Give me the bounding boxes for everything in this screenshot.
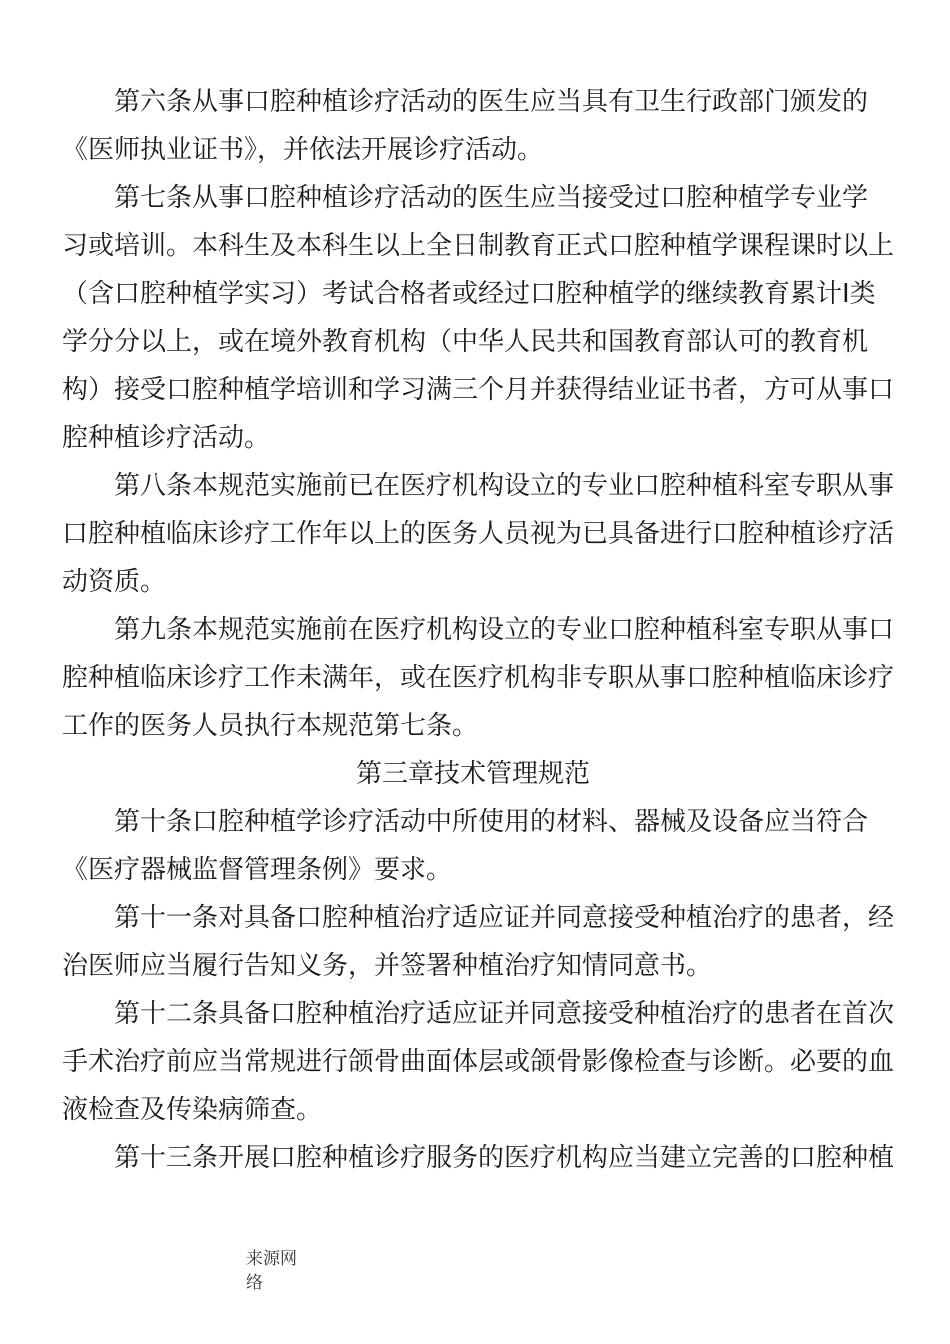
text-line: 第八条本规范实施前已在医疗机构设立的专业口腔种植科室专职从事 (114, 471, 895, 501)
text-line: 构）接受口腔种植学培训和学习满三个月并获得结业证书者，方可从事口 (62, 375, 895, 405)
text-line: 治医师应当履行告知义务，并签署种植治疗知情同意书。 (62, 951, 713, 981)
text-line: 第九条本规范实施前在医疗机构设立的专业口腔种植科室专职从事口 (114, 615, 895, 645)
text-line: （含口腔种植学实习）考试合格者或经过口腔种植学的继续教育累计Ⅰ类 (62, 279, 876, 309)
text-line: 《医师执业证书》，并依法开展诊疗活动。 (62, 135, 544, 165)
article-7-paragraph (62, 174, 895, 462)
text-line: 腔种植临床诊疗工作未满年，或在医疗机构非专职从事口腔种植临床诊疗 (62, 663, 895, 693)
text-line: 动资质。 (62, 567, 167, 597)
text-line: 第七条从事口腔种植诊疗活动的医生应当接受过口腔种植学专业学 (114, 183, 869, 213)
text-line: 工作的医务人员执行本规范第七条。 (62, 711, 479, 741)
text-line: 习或培训。本科生及本科生以上全日制教育正式口腔种植学课程课时以上 (62, 231, 895, 261)
source-footer-note: 来源网络 (246, 1249, 297, 1293)
text-line: 液检查及传染病筛查。 (62, 1095, 323, 1125)
article-11-paragraph (62, 894, 895, 990)
text-line: 手术治疗前应当常规进行颌骨曲面体层或颌骨影像检查与诊断。必要的血 (62, 1047, 895, 1077)
text-line: 第十二条具备口腔种植治疗适应证并同意接受种植治疗的患者在首次 (114, 999, 895, 1029)
text-line: 第六条从事口腔种植诊疗活动的医生应当具有卫生行政部门颁发的 (114, 87, 869, 117)
text-line: 学分分以上，或在境外教育机构（中华人民共和国教育部认可的教育机 (62, 327, 869, 357)
chapter-heading: 第三章技术管理规范 (355, 759, 590, 789)
article-13-paragraph (62, 1134, 895, 1182)
article-10-paragraph (62, 798, 884, 894)
article-12-paragraph (62, 990, 895, 1134)
article-9-paragraph (62, 606, 895, 750)
text-line: 第十三条开展口腔种植诊疗服务的医疗机构应当建立完善的口腔种植 (114, 1143, 895, 1173)
article-8-paragraph (62, 462, 895, 606)
text-line: 腔种植诊疗活动。 (62, 423, 271, 453)
text-line: 《医疗器械监督管理条例》要求。 (62, 855, 453, 885)
document-body (62, 78, 895, 1182)
article-6-paragraph (62, 78, 884, 174)
text-line: 口腔种植临床诊疗工作年以上的医务人员视为已具备进行口腔种植诊疗活 (62, 519, 895, 549)
text-line: 第十条口腔种植学诊疗活动中所使用的材料、器械及设备应当符合 (114, 807, 869, 837)
text-line: 第十一条对具备口腔种植治疗适应证并同意接受种植治疗的患者，经 (114, 903, 895, 933)
